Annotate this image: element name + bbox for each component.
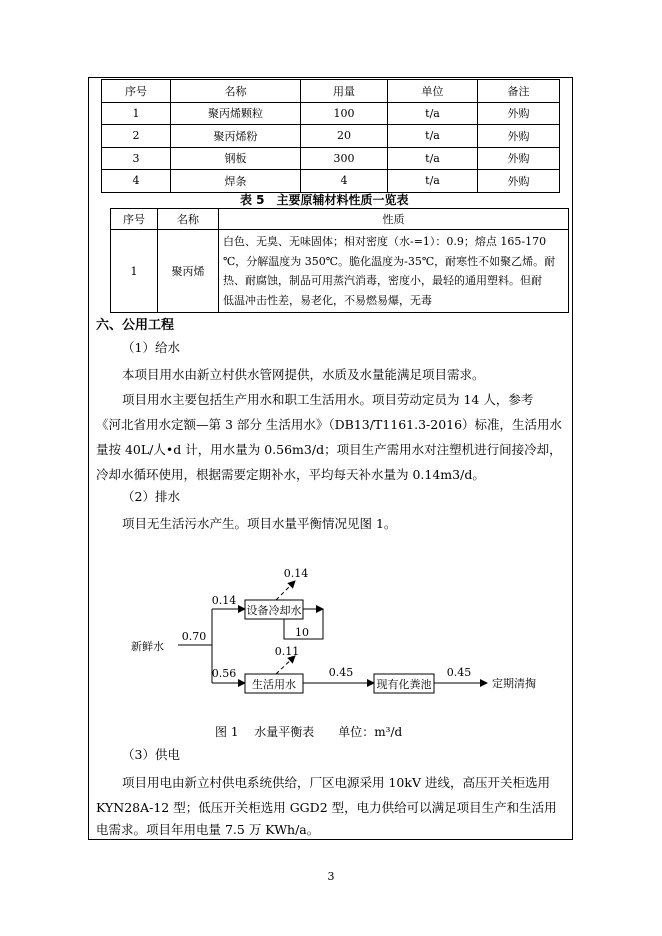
- cell: 4: [301, 170, 388, 193]
- drain-title: （2）排水: [122, 489, 180, 504]
- out-label: 定期清掏: [492, 677, 536, 690]
- paragraph-line: KYN28A-12 型；低压开关柜选用 GGD2 型，电力供给可以满足项目生产和生活用: [96, 800, 557, 815]
- header-cell: 序号: [102, 80, 171, 103]
- header-cell: 用量: [301, 80, 388, 103]
- property-line: ℃，分解温度为 350℃。脆化温度为-35℃，耐寒性不如聚乙烯。耐: [223, 254, 556, 268]
- cell: 3: [102, 147, 171, 170]
- cell: 1: [102, 102, 171, 125]
- cooling-in-value: 0.14: [211, 594, 237, 607]
- septic-label: 现有化粪池: [376, 678, 432, 691]
- out-value: 0.45: [446, 666, 472, 679]
- to-septic-value: 0.45: [328, 666, 354, 679]
- cell: 20: [301, 125, 388, 148]
- header-cell: 单位: [388, 80, 478, 103]
- cell: 100: [301, 102, 388, 125]
- header-cell: 名称: [158, 209, 219, 230]
- cell: 300: [301, 147, 388, 170]
- paragraph-line: 《河北省用水定额—第 3 部分 生活用水》（DB13/T1161.3-2016）标准，生活用水: [96, 417, 563, 432]
- source-label: 新鲜水: [131, 640, 164, 653]
- water-supply-title: （1）给水: [122, 340, 180, 355]
- cell: 焊条: [171, 170, 301, 193]
- paragraph-line: 项目用电由新立村供电系统供给，厂区电源采用 10kV 进线，高压开关柜选用: [122, 775, 550, 790]
- cell: t/a: [388, 170, 478, 193]
- paragraph: 本项目用水由新立村供水管网提供，水质及水量能满足项目需求。: [122, 367, 485, 382]
- cell: 聚丙烯颗粒: [171, 102, 301, 125]
- cell: t/a: [388, 102, 478, 125]
- cell: 2: [102, 125, 171, 148]
- cell: 外购: [478, 125, 560, 148]
- property-line: 白色、无臭、无味固体；相对密度（水-=1）：0.9；熔点 165-170: [223, 235, 547, 248]
- cell: 外购: [478, 170, 560, 193]
- cooling-label: 设备冷却水: [246, 604, 302, 617]
- living-in-value: 0.56: [211, 667, 237, 680]
- living-loss-arrow: [276, 656, 295, 674]
- cell: 钢板: [171, 147, 301, 170]
- cell: 外购: [478, 102, 560, 125]
- cell: t/a: [388, 125, 478, 148]
- power-title: （3）供电: [122, 747, 180, 762]
- figure-caption: 图 1 水量平衡表 单位：m³/d: [215, 725, 403, 739]
- cell: 外购: [478, 147, 560, 170]
- cell: 聚丙烯粉: [171, 125, 301, 148]
- loop-value: 10: [295, 626, 309, 639]
- paragraph-line: 冷却水循环使用，根据需要定期补水，平均每天补水量为 0.14m3/d。: [96, 467, 485, 482]
- table5-caption: 表 5 主要原辅材料性质一览表: [240, 193, 409, 207]
- source-value: 0.70: [181, 630, 207, 643]
- cooling-loss-value: 0.14: [283, 567, 309, 580]
- paragraph-line: 电需求。项目年用电量 7.5 万 KWh/a。: [96, 822, 320, 837]
- cell: 聚丙烯: [158, 230, 219, 313]
- property-line: 低温冲击性差，易老化，不易燃易爆，无毒: [223, 293, 432, 307]
- living-label: 生活用水: [252, 678, 296, 691]
- paragraph-line: 项目用水主要包括生产用水和职工生活用水。项目劳动定员为 14 人，参考: [122, 392, 534, 407]
- cooling-loss-arrow: [276, 581, 295, 600]
- section-title: 六、公用工程: [96, 318, 175, 333]
- property-line: 热、耐腐蚀，制品可用蒸汽消毒，密度小，最轻的通用塑料。但耐: [223, 274, 542, 287]
- cell: t/a: [388, 147, 478, 170]
- page-number: 3: [327, 870, 335, 883]
- paragraph: 项目无生活污水产生。项目水量平衡情况见图 1。: [122, 516, 397, 531]
- header-cell: 名称: [171, 80, 301, 103]
- living-loss-value: 0.11: [274, 645, 300, 658]
- cell: 1: [111, 230, 158, 313]
- header-cell: 备注: [478, 80, 560, 103]
- header-cell: 性质: [219, 209, 569, 230]
- cell: 4: [102, 170, 171, 193]
- paragraph-line: 量按 40L/人•d 计，用水量为 0.56m3/d；项目生产需用水对注塑机进行间接冷却，: [96, 442, 562, 457]
- header-cell: 序号: [111, 209, 158, 230]
